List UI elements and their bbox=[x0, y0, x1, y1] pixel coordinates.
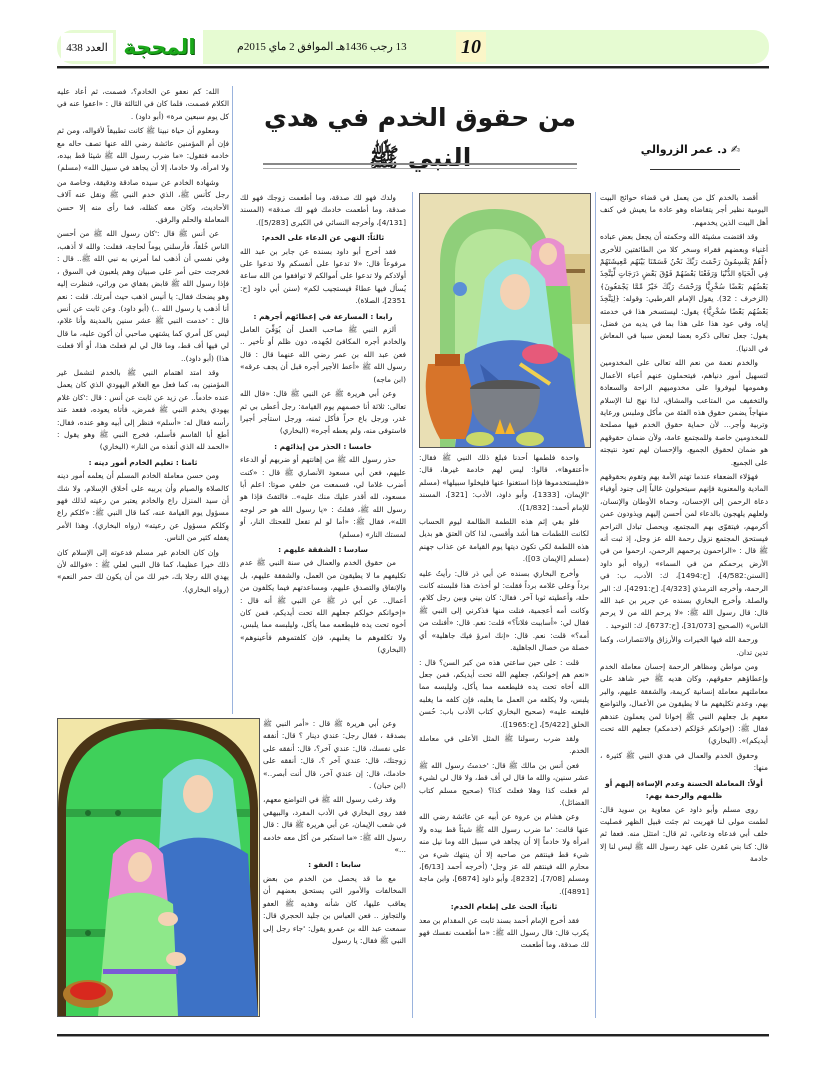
newspaper-logo: المحجة bbox=[116, 30, 203, 64]
article-column-4 bbox=[57, 86, 229, 598]
paragraph: عن أنس ﷺ قال :'كان رسول الله ﷺ من أحسن الناس خُلقاً، فأرسلني يوماً لحاجة، فقلت: والله لا أذهب، وفي نفسي أن أذهب لما أمرني به نبي الله ﷺ.. قال : فخرجت حتى أمر على صبيان وهم يلعبون في السوق ، فإذا رسول الله ﷺ قابض بقفاي من ورائي، فنظرت إليه وهو يضحك فقال: يا أنيس اذهب حيث أمرتك. قلت : نعم أنا أذهب يا رسول الله ..) (أبو داود). وعن ثابت عن أنس قال : 'خدمت النبي ﷺ عشر سنين بالمدينة وأنا غلام، ليس كل أمري كما يشتهي صاحبي أن أكون عليه، ما قال لي فيها أف قط، وما قال لي لم فعلتَ هذا، أو ألا فعلت هذا) (أبو داود).. bbox=[57, 229, 229, 363]
paragraph: وقد رغب رسول الله ﷺ في التواضع معهم، فقد روى البخاري في الأدب المفرد، والبيهقي في شعب الإيمان، عن أبي هريرة ﷺ قال : قال رسول الله ﷺ: «ما استكبر من أكل معه خادمه ...» bbox=[263, 795, 406, 855]
author-name: د. عمر الزروالي bbox=[640, 143, 727, 156]
paragraph: وأخرج البخاري بسنده عن أبي ذر قال: رأيتُ عليه برداً وعلى غلامه برداً فقلت: لو أخذتَ هذا فلبسته كانت حلة، وأعطيته ثوبا آخر. فقال: كان بيني وبين رجل كلام، وكانت أمه أعجمية، فنلت منها فذكرني إلى النبي ﷺ فقال لي: «أساببت فلاناً؟» قلت: نعم. قال: «أفنلت من أمه؟» قلت: نعم. قال: «إنك امرؤ فيك جاهلية» أي خصلة من خصال الجاهلية. bbox=[419, 568, 589, 653]
paragraph: فقد أخرج أبو داود بسنده عن جابر بن عبد الله مرفوعاً قال: «لا تدعوا على أنفسكم ولا تدعوا على أولادكم ولا تدعوا على أموالكم لا توافقوا من الله ساعة يُسأل فيها عطاءً فيستجيب لكم» (سنن أبي داود [ح: 2351]، الصلاة). bbox=[240, 246, 406, 306]
header-rule bbox=[57, 66, 769, 68]
column-divider bbox=[412, 192, 413, 1018]
paragraph: فعن أنس بن مالك ﷺ قال: 'خدمتُ رسول الله ﷺ عشر سنين، والله ما قال لي أف قط، ولا قال لي لشيء لم فعلت كذا وهلا فعلتَ كذا؟ (صحيح مسلم كتاب الفضائل). bbox=[419, 760, 589, 807]
paragraph: حذر رسول الله ﷺ من إهانتهم أو ضربهم أو الدعاء عليهم، فعن أبي مسعود الأنصاري ﷺ قال : «كنت أضرب غلاما لي، فسمعت من خلفي صوتا: اعلم أبا مسعود، لله أقدر عليك منك عليه».. فالتفتُ فإذا هو رسول الله ﷺ، فقلتُ : «يا رسول الله هو حر لوجه الله»، فقال ﷺ: «أما لو لم تفعل للفحتك النار، أو لمستك النار» (مسلم) bbox=[240, 455, 406, 539]
paragraph: وشهادة الخادم عن سيده صادقة ودقيقة، وخاصة من رجل كأنس ﷺ، الذي خدم النبي ﷺ ونقل عنه آلاف الأحاديث، وكان معه كظله، فما رأى منه إلا حسن المعاملة والحلم والرفق. bbox=[57, 177, 229, 225]
paragraph: فقد أخرج الإمام أحمد بسند ثابت عن المقدام بن معد يكرب قال: قال رسول الله ﷺ: «ما أطعمت نفسك فهو لك صدقة، وما أطعمت bbox=[419, 915, 589, 950]
section-heading: ثالثاً: النهي عن الدعاء على الخدم: bbox=[261, 233, 385, 243]
paragraph: أقصد بالخدم كل من يعمل في قضاء حوائج البيت اليومية نظير أجر يتقاضاه وهو عادة ما يعيش في كنف أهل البيت الذين يخدمهم. bbox=[600, 193, 768, 227]
paragraph: ولدك فهو لك صدقة، وما أطعمت زوجك فهو لك صدقة، وما أطعمت خادمك فهو لك صدقة» (المسند [4/131]، وأخرجه النسائي في الكبرى [5/283]). bbox=[240, 193, 406, 227]
article-column-2 bbox=[419, 452, 589, 954]
paragraph: وإن كان الخادم غير مسلم فدعوته إلى الإسلام كان ذلك خيرا عظيما، كما قال النبي لعلي ﷺ : «فوالله لأن يهدي الله رجلا بك، خير لك من أن يكون لك حمر النعم» (رواه البخاري). bbox=[57, 547, 229, 594]
paragraph: وحقوق الخدم والعمال في هدي النبي ﷺ كثيرة ، منها: bbox=[600, 750, 768, 773]
issue-date: 13 رجب 1436هـ الموافق 2 ماي 2015م bbox=[237, 41, 407, 53]
illustration-women-cooking bbox=[419, 193, 591, 448]
title-underline bbox=[263, 163, 577, 169]
section-heading: أولاً: المعاملة الحسنة وعدم الإساءة إليهم أو ظلمهم والرحمة بهم: bbox=[605, 778, 763, 801]
paragraph: واحدة فلطمها أحدنا فبلغ ذلك النبي ﷺ فقال: «أعتقوها»، قالوا: ليس لهم خادمة غيرها، قال: «فليستخدموها فإذا استغنوا عنها فليخلوا سبيلها» (مسلم 'الإيمان، [1333]، وأبو داود، الأدب: [321]، المسند للإمام أحمد: [1/832]). bbox=[419, 453, 589, 512]
issue-number: العدد 438 bbox=[61, 33, 113, 61]
article-column-3-continued bbox=[263, 718, 406, 949]
illustration-mother-hugging-girl bbox=[57, 718, 260, 1017]
paragraph: مع ما قد يحصل من الخدم من بعض المخالفات والأمور التي يستحق بعضهم أن يعاقب عليها، كان شأنه وهديه ﷺ العفو والتجاوز .. فعن العباس بن جليد الحجري قال: سمعت عبد الله بن عمرو يقول: 'جاء رجل إلى النبي ﷺ فقال: يا رسول bbox=[263, 873, 406, 945]
paragraph: قلت : على حين ساعتي هذه من كبر السن؟ قال : «نعم هم إخوانكم، جعلهم الله تحت أيديكم، فمن جعل الله أخاه تحت يده فليطعمه مما يأكل، وليلبسه مما يلبس، ولا يكلفه من العمل ما يغلبه، فإن كلفه ما يغلبه فليعنه عليه» (صحيح البخاري كتاب الأدب باب: حُسن الخلق [5/422]، [ح:1965]). bbox=[419, 657, 589, 729]
paragraph: وعن هشام بن عروة عن أبيه عن عائشة رضي الله عنها قالت: 'ما ضرب رسول الله ﷺ شيئاً قط بيده ولا امرأة ولا خادماً إلا أن يجاهد في سبيل الله وما نيل منه شيء قط فينتقم من صاحبه إلا أن ينتهك شيء من محارم الله فينتقم لله عز وجل' (أخرجه أحمد [6/13]، ومسلم [7/08]، [8232]، وأبو داود [6874]، وابن ماجة [4891]). bbox=[419, 812, 589, 896]
column-divider bbox=[232, 86, 233, 714]
paragraph: ومن مواطن ومظاهر الرحمة إحسان معاملة الخدم وإعطاؤهم حقوقهم، وكان هديه ﷺ خير شاهد على معاملتهم معاملة إنسانية كريمة، والشفقة عليهم، والبر بهم، وعدم تكليفهم ما لا يطيقون من الأعمال، والتواضع معهم بل جعلهم النبي ﷺ إخوانا لمن يعملون عندهم فقال ﷺ: (إخوانكم خَوَلكم (خدمكم) جعلهم الله تحت أيديكم)». (البخاري) bbox=[600, 662, 768, 746]
paragraph: وقد اقتضت مشيئة الله وحكمته أن يجعل بعض عباده أغنياء وبعضهم فقراء وسخر كلا من الطائفتين للأخرى ﴿أَهُمْ يَقْسِمُونَ رَحْمَتَ رَبِّكَ نَحْنُ قَسَمْنَا بَيْنَهُم مَّعِيشَتَهُمْ فِي الْحَيَاةِ الدُّنْيَا وَرَفَعْنَا بَعْضَهُمْ فَوْقَ بَعْضٍ دَرَجَاتٍ لِّيَتَّخِذَ بَعْضُهُم بَعْضًا سُخْرِيًّا وَرَحْمَتُ رَبِّكَ خَيْرٌ مِّمَّا يَجْمَعُونَ﴾ (الزخرف : 32). يقول الإمام القرطبي: وقوله: ﴿لِيَتَّخِذَ بَعْضُهُم بَعْضًا سُخْرِيًّا﴾ يقول: ليستسخر هذا في خدمته إياه، وفي عود هذا على هذا بما في يديه من فضل، يقول: جعل تعالى ذكره بعضا لبعض سببا في المعاش في الدنيا). bbox=[600, 232, 769, 353]
section-heading: سادسا : الشفقة عليهم : bbox=[278, 544, 368, 554]
pen-icon: ✍ bbox=[726, 143, 740, 156]
page-number: 10 bbox=[456, 32, 486, 62]
paragraph: الله: كم نعفو عن الخادم؟، فصمت، ثم أعاد عليه الكلام فصمت، فلما كان في الثالثة قال : «اعفوا عنه في كل يوم سبعين مرة» (أبو داود) . bbox=[57, 87, 229, 121]
footer-rule bbox=[57, 1034, 769, 1036]
article-title: من حقوق الخدم في هدي النبي ﷺ bbox=[264, 103, 576, 172]
section-heading: ثامنا : تعليم الخادم أمور دينه : bbox=[88, 457, 198, 467]
section-heading: سابعا : العفو : bbox=[308, 860, 361, 870]
paragraph: ورحمة الله فيها الخيرات والأرزاق والانتصارات، وكما تدين تدان. bbox=[600, 635, 768, 657]
paragraph: فلو بقي إثم هذه اللطمة الظالمة ليوم الحساب لكانت اللطمات هنا أشد وأقسى، لذا كان العتق هو بديل هذه اللطمة لكي تكون ديتها يوم القيامة عن عذاب جهنم (مسلم [الإيمان 03]). bbox=[419, 517, 589, 564]
paragraph: ومعلوم أن حياة نبينا ﷺ كانت تطبيقاً لأقواله، ومن ثم فإن أم المؤمنين عائشة رضي الله عنها تصف حاله مع خادمه فتقول: «ما ضرب رسول الله ﷺ شيئا قط بيده، ولا امرأة، ولا خادما، إلا أن يجاهد في سبيل الله» (مسلم) bbox=[57, 126, 229, 173]
paragraph: وعن أبي هريرة ﷺ قال : «أمر النبي ﷺ بصدقة ، فقال رجل: عندي دينار ؟ قال: أنفقه على نفسك، قال: عندي آخر؟، قال: أنفقه على زوجتك، قال: عندي آخر ؟، قال: أنفقه على خادمك، قال: إن عندي آخر، قال أنت أبصر..» (ابن حبان) . bbox=[263, 719, 406, 791]
article-column-1 bbox=[600, 192, 768, 868]
paragraph: ومن حسن معاملة الخادم المسلم أن يعلمه أمور دينه كالصلاة والصيام وأن يربيه على أخلاق الإسلام، ولا شك أن سيد المنزل راع والخادم يعتبر من رعيته لذلك فهو مسؤول يوم القيامة عنه، كما قال النبي ﷺ: «كلكم راع وكلكم مسؤول عن رعيته» (رواه البخاري). وهذا الأمر يغفله كثير من الناس. bbox=[57, 471, 229, 543]
paragraph: ولقد ضرب رسولنا ﷺ المثل الأعلى في معاملة الخدم. bbox=[419, 733, 589, 756]
section-heading: ثانياً: الحث على إطعام الخدم: bbox=[450, 902, 558, 912]
author-byline bbox=[640, 140, 740, 160]
article-column-3 bbox=[240, 192, 406, 659]
paragraph: من حقوق الخدم والعمال في سنة النبي ﷺ عدم تكليفهم ما لا يطيقون من العمل، والشفقة عليهم، بل والإنفاق والتصدق عليهم، ومساعدتهم فيما يكلفون من أعمال.. عن أبي ذر ﷺ عن النبي ﷺ أنه قال : «إخوانكم خولكم جعلهم الله تحت أيديكم، فمن كان أخوه تحت يده فليطعمه مما يأكل، وليلبسه مما يلبس، ولا تكلفوهم ما يغلبهم، فإن كلفتموهم فأعينوهم» (البخاري) bbox=[240, 558, 406, 655]
paragraph: روى مسلم وأبو داود عن معاوية بن سويد قال: لطمت مولى لنا فهربت ثم جئت قبيل الظهر فصليت خلف أبي فدعاه ودعاني، ثم قال: امتثل منه. فعفا ثم قال: كنا بني مُقرن على عهد رسول الله ﷺ ليس لنا إلا خادمة bbox=[600, 804, 768, 864]
newspaper-header bbox=[57, 30, 769, 64]
paragraph: وقد امتد اهتمام النبي ﷺ بالخدم لتشمل غير المؤمنين به، كما فعل مع الغلام اليهودي الذي كان يعمل عنده خادماً.. عن زيد عن ثابت عن أنس : قال :'كان غلام يهودي يخدم النبي ﷺ فمرض، فأتاه يعوده، فقعد عند رأسه فقال له: «أسلم» فنظر إلى أبيه وهو عنده، فقال: أطع أبا القاسم فأسلم، فخرج النبي ﷺ وهو يقول : «الحمد لله الذي أنقذه من النار» (البخاري) bbox=[57, 367, 229, 452]
author-underline bbox=[650, 169, 740, 170]
paragraph: ألزم النبي ﷺ صاحب العمل أن يُوَفِّيَ العامل والخادم أجره المكافئ لجُهده، دون ظلم أو تأخير .. فعن عبد الله بن عمر رضي الله عنهما قال : قال رسول الله ﷺ «أعط الأجير أجره قبل أن يجف عرقه» (ابن ماجه) bbox=[240, 325, 406, 384]
paragraph: وعن أبي هريرة ﷺ عن النبي ﷺ قال: «قال الله تعالى: ثلاثة أنا خصمهم يوم القيامة: رجل أعطى بي ثم غدر، ورجل باع حراً فأكل ثمنه، ورجل استأجر أجيرا فاستوفى منه، ولم يعطه أجره» (البخاري) bbox=[240, 389, 406, 436]
section-heading: رابعا : المسارعة في إعطائهم أجرهم : bbox=[253, 311, 393, 321]
paragraph: والخدم نعمة من نعم الله تعالى على المخدومين لتسهيل أمور دنياهم، فيتحملون عنهم أعباء الأعمال وهمومها ليوفروا على مخدوميهم الراحة والسعادة والتخفيف من المتاعب والمشاق، لذا نهج لنا الإسلام منهاجاً يضمن حقوق هذه الفئة من مأكل وملبس ورعاية وتربية وأجر... لأن حماية حقوق الخدم فيها مصلحة للمخدومين خاصة وللمجتمع عامة، ولأن ضمان حقوقهم هو ضمان لحقوق الجميع، والإحسان لهم تعود نتيجته على الجميع. bbox=[600, 358, 768, 467]
paragraph: فهؤلاء الضعفاء عندما تهتم الأمة بهم وتقوم بحقوقهم المادية والمعنوية فإنهم سيتحولون غالباً إلى جنود أوفياء دعاة الرحمن إلى الإحسان، وحماة الأوطان والإنسان، ولعلهم يلهجون بالدعاء لمن أحسن إليهم ويذودون عمن أكرمهم، فيتقوّى بهم المجتمع، ويحصل تبادل التراحم فيستحق المجتمع نزول رحمة الله عز وجل، إذ ثبت أنه ﷺ قال : «الراحمون يرحمهم الرحمن، ارحموا من في الأرض يرحمكم من في السماء» (رواه أبو داود [السنن:4/582]، [ح:1494]، ك: الأدب، ب: في الرحمة، وأخرجه الترمذي [4/323]، [ح:4291]، ك: البر والصلة. وأخرج البخاري بسنده عن جرير بن عبد الله قال: قال رسول الله ﷺ: «لا يرحم الله من لا يرحم الناس» (الصحيح [31/073]، [ح:6737]، ك: التوحيد . bbox=[600, 471, 768, 630]
section-heading: خامسا : الحذر من إيذائهم : bbox=[274, 441, 372, 451]
column-divider bbox=[595, 192, 596, 1018]
